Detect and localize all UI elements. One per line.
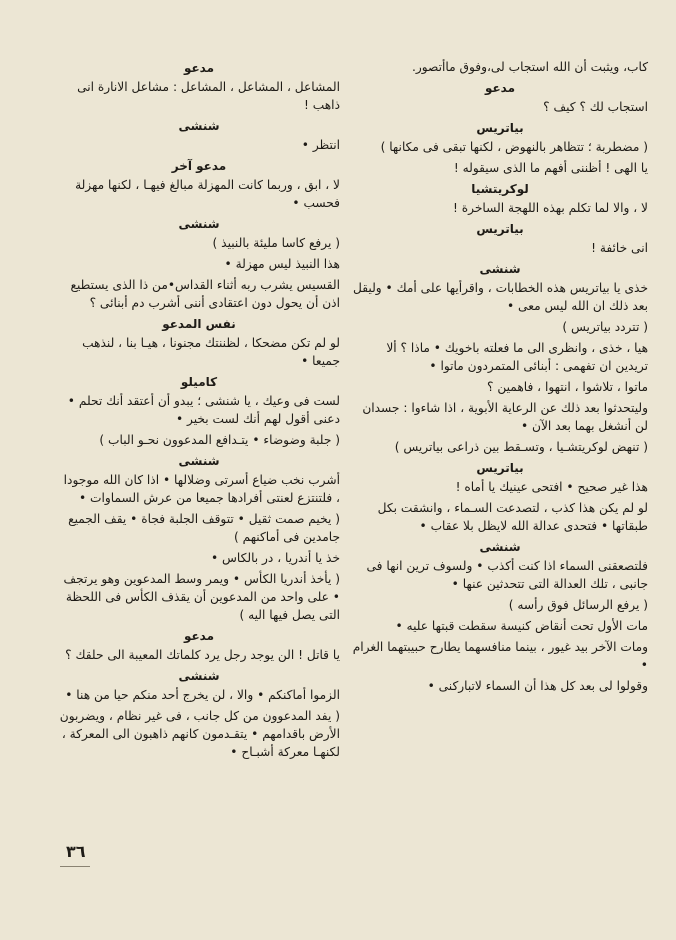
dialogue-line: لا ، ابق ، وربما كانت المهزلة مبالغ فيهـا ، لكنها مهزلة فحسب •: [75, 178, 340, 210]
dialogue-line: هذا النبيذ ليس مهزلة •: [224, 257, 340, 271]
speaker-name: مدعو: [484, 81, 516, 95]
page-number: ٣٦: [66, 842, 86, 861]
dialogue-line: لو لم يكن هذا كذب ، لتصدعت السـماء ، وانشقت بكل طبقاتها • فتحدى عدالة الله لايظل بلا عقاب •: [377, 501, 648, 533]
dialogue-line: يا قاتل ! الن يوجد رجل يرد كلماتك المعيبة الى حلقك ؟: [65, 648, 340, 662]
dialogue-line: وليتحدثوا بعد ذلك عن الرعاية الأبوية ، اذا شاءوا : جسدان لن أنشغل بهما بعد الآن •: [362, 401, 648, 433]
dialogue-line: الزموا أماكنكم • والا ، لن يخرج أحد منكم حيا من هنا •: [65, 688, 340, 702]
stage-direction: ( مضطربة ؛ تتظاهر بالنهوض ، لكنها تبقى فى مكانها ): [380, 140, 648, 154]
dialogue-line: أشرب نخب ضياع أسرتى وضلالها • اذا كان الله موجودا ، فلتنتزع لعنتى أفرادها جميعا من عرش السماوات •: [63, 473, 340, 505]
left-column: [58, 58, 340, 764]
speaker-name: بياتريس: [476, 222, 524, 236]
dialogue-line: انى خائفة !: [591, 241, 648, 255]
speaker-name: شنشى: [479, 262, 521, 276]
speaker-name: بياتريس: [476, 121, 524, 135]
dialogue-line: هيا ، خذى ، وانظرى الى ما فعلته باخويك • ماذا ؟ ألا تريدين ان تفهمى : أبنائى المتمردون ماتوا •: [386, 341, 648, 373]
speaker-name: شنشى: [178, 669, 220, 683]
stage-direction: ( يفد المدعوون من كل جانب ، فى غير نظام ، ويضربون الأرض باقدامهم • يتقـدمون كانهم ذاهبون الى المعركة ، لكنهـا معركة أشبـاح •: [59, 709, 340, 759]
stage-direction: ( جلبة وضوضاء • يتـدافع المدعوون نحـو الباب ): [99, 433, 340, 447]
dialogue-line: استجاب لك ؟ كيف ؟: [543, 100, 648, 114]
dialogue-line: ماتوا ، تلاشوا ، انتهوا ، فاهمين ؟: [487, 380, 648, 394]
dialogue-line: لا ، والا لما تكلم بهذه اللهجة الساخرة !: [453, 201, 648, 215]
speaker-name: كاميلو: [180, 375, 218, 389]
speaker-name: مدعو: [183, 61, 215, 75]
stage-direction: ( يأخذ أندريا الكأس • ويمر وسط المدعوين وهو يرتجف • على واحد من المدعوين أن يقذف الكأس فى اللحظة التى يصل فيها اليه ): [63, 572, 340, 622]
speaker-name: شنشى: [178, 217, 220, 231]
dialogue-line: القسيس يشرب ربه أثناء القداس•من ذا الذى يستطيع اذن أن يحول دون اعتقادى أننى أشرب دم أبنائى ؟: [70, 278, 340, 310]
dialogue-line: خذ يا أندريا ، در بالكاس •: [210, 551, 340, 565]
speaker-name: شنشى: [479, 540, 521, 554]
speaker-name: مدعو آخر: [171, 159, 227, 173]
speaker-name: نفس المدعو: [162, 317, 236, 331]
stage-direction: ( يرفع كاسا مليئة بالنبيذ ): [212, 236, 340, 250]
speaker-name: شنشى: [178, 119, 220, 133]
dialogue-line: المشاعل ، المشاعل ، المشاعل : مشاعل الانارة انى ذاهب !: [77, 80, 340, 112]
stage-direction: ( تتردد بياتريس ): [562, 320, 648, 334]
dialogue-line: لو لم تكن مضحكا ، لظننتك مجنونا ، هيـا بنا ، لنذهب جميعا •: [82, 336, 340, 368]
speaker-name: شنشى: [178, 454, 220, 468]
stage-direction: ( يرفع الرسائل فوق رأسه ): [508, 598, 648, 612]
stage-direction: ( تنهض لوكريتشـيا ، وتسـقط بين ذراعى بياتريس ): [394, 440, 648, 454]
speaker-name: بياتريس: [476, 461, 524, 475]
page-number-rule: [60, 866, 90, 867]
right-column: [352, 58, 648, 698]
dialogue-line: انتظر •: [301, 138, 340, 152]
dialogue-line: يا الهى ! أظننى أفهم ما الذى سيقوله !: [453, 161, 648, 175]
dialogue-line: ومات الآخر بيد غيور ، بينما منافسهما يطارح حبيبتهما الغرام •: [352, 640, 648, 672]
dialogue-line: مات الأول تحت أنقاض كنيسة سقطت قبتها عليه •: [395, 619, 648, 633]
dialogue-line: خذى يا بياتريس هذه الخطابات ، واقرأيها على أمك • وليقل بعد ذلك ان الله ليس معى •: [353, 281, 648, 313]
dialogue-line: فلتصعقنى السماء اذا كنت أكذب • ولسوف ترين انها فى جانبى ، تلك العدالة التى تتحدثين عنها •: [366, 559, 648, 591]
stage-direction: ( يخيم صمت ثقيل • تتوقف الجلبة فجاة • يقف الجميع جامدين فى أماكنهم ): [68, 512, 340, 544]
speaker-name: مدعو: [183, 629, 215, 643]
dialogue-line: وقولوا لى بعد كل هذا أن السماء لاتباركنى •: [427, 679, 648, 693]
dialogue-line: كاب، ويثبت أن الله استجاب لى،وفوق ماأتصور.: [411, 60, 648, 74]
speaker-name: لوكريتشيا: [471, 182, 529, 196]
dialogue-line: لست فى وعيك ، يا شنشى ؛ يبدو أن أعتقد أنك تحلم • دعنى أقول لهم أنك لست بخير •: [67, 394, 340, 426]
dialogue-line: هذا غير صحيح • افتحى عينيك يا أماه !: [455, 480, 648, 494]
